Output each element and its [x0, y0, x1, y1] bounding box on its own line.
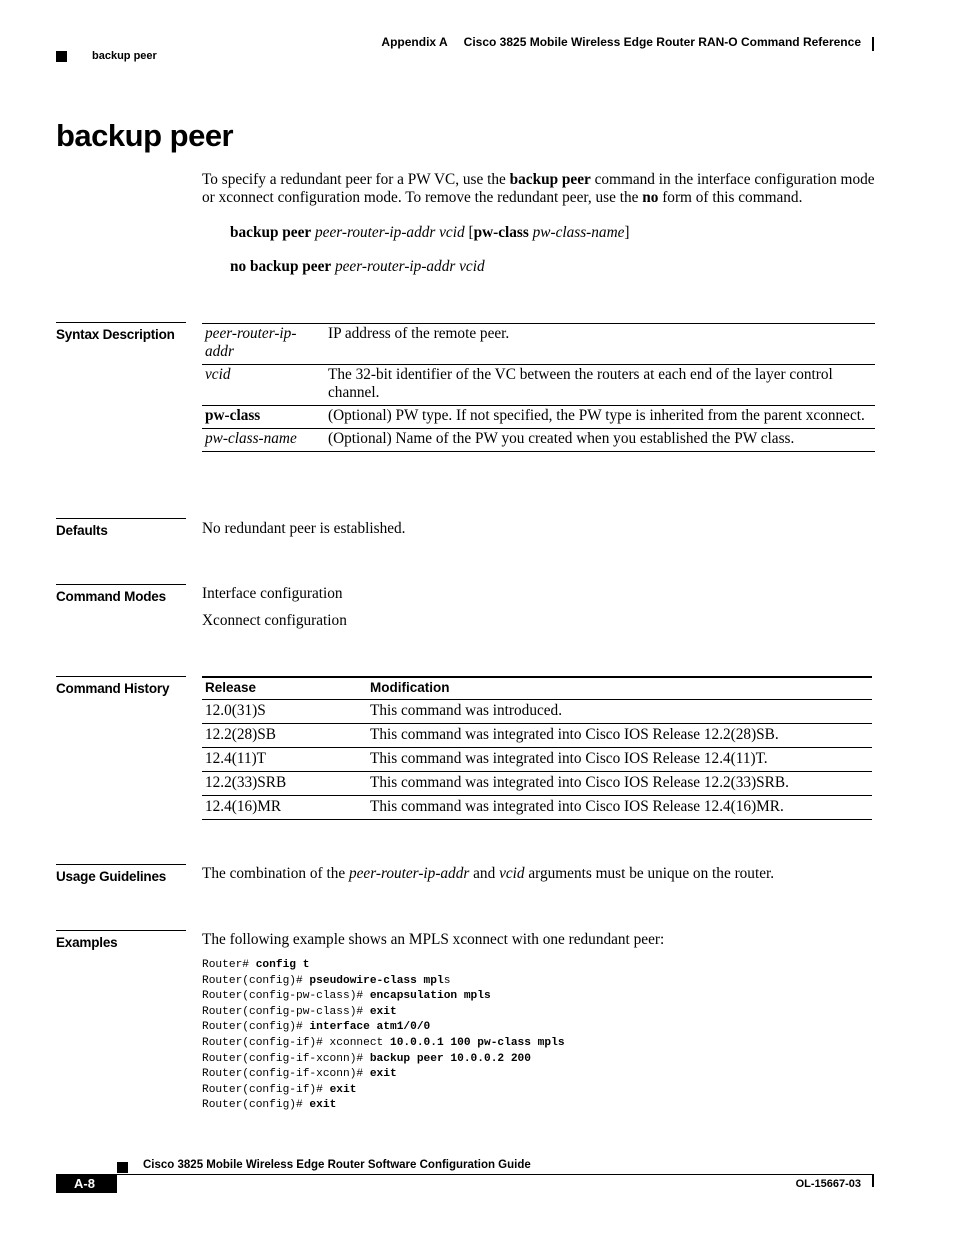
code-command: exit — [309, 1099, 337, 1112]
code-prompt: Router(config-pw-class)# — [202, 990, 370, 1003]
syntax-args: peer-router-ip-addr vcid — [315, 224, 465, 241]
syntax-args: peer-router-ip-addr vcid — [334, 258, 485, 275]
syntax-line-no — [230, 258, 485, 276]
modification-cell: This command was integrated into Cisco IOS Release 12.4(16)MR. — [367, 796, 872, 820]
code-command: exit — [369, 1068, 397, 1081]
usage-text — [202, 865, 774, 883]
intro-text: form of this command. — [658, 189, 803, 206]
code-prompt: Router(config-pw-class)# — [202, 1005, 370, 1018]
code-line — [202, 958, 565, 974]
code-line — [202, 1067, 565, 1083]
section-label-defaults: Defaults — [56, 518, 186, 538]
table-row — [202, 700, 872, 724]
syntax-option: pw-class — [473, 224, 529, 241]
usage-text-part: arguments must be unique on the router. — [524, 865, 775, 882]
syntax-description-table — [202, 323, 875, 452]
usage-arg: peer-router-ip-addr — [348, 865, 470, 882]
syntax-command: no backup peer — [230, 258, 332, 275]
table-header-row — [202, 677, 872, 700]
modification-cell: This command was integrated into Cisco IOS Release 12.2(33)SRB. — [367, 772, 872, 796]
code-command: backup peer 10.0.0.2 200 — [369, 1052, 531, 1065]
modification-cell: This command was integrated into Cisco IOS Release 12.2(28)SB. — [367, 724, 872, 748]
syntax-term: peer-router-ip- addr — [202, 324, 325, 365]
table-row — [202, 796, 872, 820]
command-mode-item: Interface configuration — [202, 585, 343, 602]
syntax-option-arg: pw-class-name — [532, 224, 625, 241]
column-header-modification: Modification — [367, 677, 872, 700]
command-history-table — [202, 676, 872, 820]
intro-text: To specify a redundant peer for a PW VC, use the — [202, 171, 510, 188]
release-cell: 12.2(33)SRB — [202, 772, 367, 796]
code-command: encapsulation mpls — [369, 990, 491, 1003]
syntax-bracket: ] — [624, 224, 630, 241]
table-row — [202, 365, 875, 406]
code-command: config t — [255, 959, 310, 971]
table-row — [202, 748, 872, 772]
code-line — [202, 1083, 565, 1099]
release-cell: 12.0(31)S — [202, 700, 367, 724]
section-label-examples: Examples — [56, 930, 186, 950]
code-prompt: Router# — [202, 959, 256, 971]
code-line — [202, 1020, 565, 1036]
header-appendix: Appendix A — [381, 35, 448, 49]
code-line — [202, 1036, 565, 1052]
table-row — [202, 772, 872, 796]
code-line — [202, 974, 565, 990]
code-prompt: Router(config)# — [202, 974, 310, 987]
syntax-bracket: [ — [468, 224, 474, 241]
usage-text-part: The combination of the — [202, 865, 349, 882]
release-cell: 12.2(28)SB — [202, 724, 367, 748]
syntax-line — [230, 224, 630, 242]
usage-arg: vcid — [499, 865, 525, 882]
syntax-command: backup peer — [230, 224, 312, 241]
release-cell: 12.4(11)T — [202, 748, 367, 772]
section-label-syntax-description: Syntax Description — [56, 322, 186, 342]
footer-bar — [872, 1175, 874, 1187]
header-book-title: Cisco 3825 Mobile Wireless Edge Router RAN-O Command Reference — [463, 35, 861, 49]
syntax-term: pw-class-name — [202, 429, 325, 452]
header-marker — [56, 51, 67, 62]
page-title: backup peer — [56, 118, 234, 153]
syntax-desc: IP address of the remote peer. — [325, 324, 875, 365]
table-row — [202, 406, 875, 429]
page-number: A-8 — [56, 1174, 117, 1193]
code-command: interface atm1/0/0 — [309, 1021, 431, 1034]
syntax-term: vcid — [202, 365, 325, 406]
code-prompt: Router(config-if-xconn)# — [202, 1052, 370, 1065]
footer-guide-title: Cisco 3825 Mobile Wireless Edge Router Software Configuration Guide — [143, 1159, 531, 1171]
footer-doc-number: OL-15667-03 — [795, 1178, 861, 1190]
footer-marker — [117, 1162, 128, 1173]
code-prompt: Router(config-if)# — [202, 1083, 330, 1096]
code-line — [202, 1005, 565, 1021]
intro-paragraph — [202, 171, 882, 207]
table-row — [202, 429, 875, 452]
code-command: pseudowire-class mpl — [309, 974, 444, 987]
code-command: exit — [369, 1005, 397, 1018]
header-section: backup peer — [92, 50, 157, 62]
code-command: 10.0.0.1 100 pw-class mpls — [389, 1036, 565, 1049]
modification-cell: This command was integrated into Cisco IOS Release 12.4(11)T. — [367, 748, 872, 772]
section-label-command-modes: Command Modes — [56, 584, 186, 604]
code-line — [202, 989, 565, 1005]
intro-no-keyword: no — [642, 189, 659, 206]
command-mode-item: Xconnect configuration — [202, 612, 347, 629]
syntax-term: pw-class — [202, 406, 325, 429]
running-header — [381, 35, 861, 49]
table-row — [202, 324, 875, 365]
intro-command: backup peer — [509, 171, 591, 188]
release-cell: 12.4(16)MR — [202, 796, 367, 820]
intro-text: command in the interface configuration mode or xconnect configuration mode. To remove the redundant peer, use the — [202, 171, 875, 206]
code-prompt: Router(config)# — [202, 1099, 310, 1112]
table-row — [202, 724, 872, 748]
header-bar — [872, 37, 874, 51]
section-label-usage-guidelines: Usage Guidelines — [56, 864, 186, 884]
column-header-release: Release — [202, 677, 367, 700]
syntax-desc: The 32-bit identifier of the VC between the routers at each end of the layer control channel. — [325, 365, 875, 406]
modification-cell: This command was introduced. — [367, 700, 872, 724]
section-label-command-history: Command History — [56, 676, 186, 696]
defaults-text: No redundant peer is established. — [202, 520, 406, 537]
syntax-desc: (Optional) PW type. If not specified, the PW type is inherited from the parent xconnect. — [325, 406, 875, 429]
code-prompt: Router(config-if)# xconnect — [202, 1036, 390, 1049]
code-line — [202, 1098, 565, 1114]
footer-rule — [117, 1174, 874, 1175]
code-rest: s — [443, 974, 451, 987]
code-example — [202, 958, 565, 1114]
code-prompt: Router(config-if-xconn)# — [202, 1068, 370, 1081]
syntax-desc: (Optional) Name of the PW you created when you established the PW class. — [325, 429, 875, 452]
code-line — [202, 1052, 565, 1068]
code-prompt: Router(config)# — [202, 1021, 310, 1034]
code-command: exit — [329, 1083, 357, 1096]
examples-intro: The following example shows an MPLS xconnect with one redundant peer: — [202, 931, 665, 948]
usage-text-part: and — [469, 865, 500, 882]
